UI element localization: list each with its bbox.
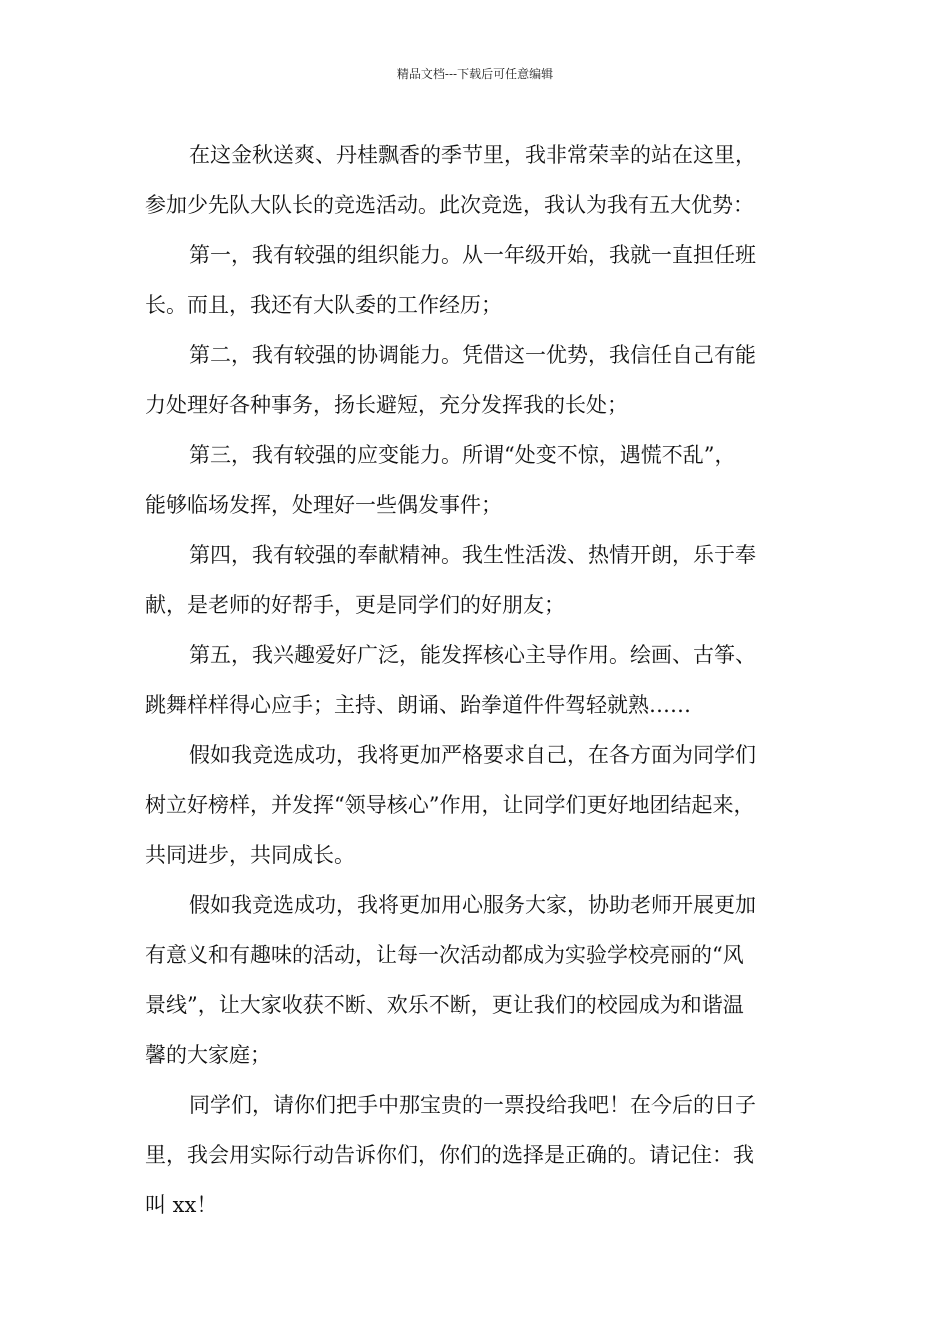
paragraph-4-line-2: 能够临场发挥，处理好一些偶发事件； xyxy=(145,493,502,517)
paragraph-7-line-2: 树立好榜样，并发挥“领导核心”作用，让同学们更好地团结起来， xyxy=(145,793,755,817)
document-body xyxy=(145,130,815,1230)
paragraph-2-line-1: 第一，我有较强的组织能力。从一年级开始，我就一直担任班 xyxy=(189,243,756,267)
paragraph-8-line-3: 景线”，让大家收获不断、欢乐不断，更让我们的校园成为和谐温 xyxy=(145,993,744,1017)
page-header: 精品文档---下载后可任意编辑 xyxy=(396,67,554,81)
paragraph-7-line-1: 假如我竞选成功，我将更加严格要求自己，在各方面为同学们 xyxy=(189,743,756,767)
paragraph-6-line-1: 第五，我兴趣爱好广泛，能发挥核心主导作用。绘画、古筝、 xyxy=(189,643,756,667)
paragraph-1-line-1: 在这金秋送爽、丹桂飘香的季节里，我非常荣幸的站在这里， xyxy=(189,143,756,167)
paragraph-8-line-4: 馨的大家庭； xyxy=(145,1043,271,1067)
paragraph-5-line-1: 第四，我有较强的奉献精神。我生性活泼、热情开朗，乐于奉 xyxy=(189,543,756,567)
paragraph-9-line-3: 叫 xx！ xyxy=(145,1193,218,1217)
paragraph-1-line-2: 参加少先队大队长的竞选活动。此次竞选，我认为我有五大优势： xyxy=(145,193,754,217)
paragraph-2-line-2: 长。而且，我还有大队委的工作经历； xyxy=(145,293,502,317)
paragraph-8-line-2: 有意义和有趣味的活动，让每一次活动都成为实验学校亮丽的“风 xyxy=(145,943,744,967)
paragraph-9-line-2: 里，我会用实际行动告诉你们，你们的选择是正确的。请记住：我 xyxy=(145,1143,754,1167)
paragraph-3-line-2: 力处理好各种事务，扬长避短，充分发挥我的长处； xyxy=(145,393,628,417)
paragraph-8-line-1: 假如我竞选成功，我将更加用心服务大家，协助老师开展更加 xyxy=(189,893,756,917)
paragraph-3-line-1: 第二，我有较强的协调能力。凭借这一优势，我信任自己有能 xyxy=(189,343,756,367)
paragraph-9-line-1: 同学们，请你们把手中那宝贵的一票投给我吧！在今后的日子 xyxy=(189,1093,756,1117)
paragraph-4-line-1: 第三，我有较强的应变能力。所谓“处变不惊，遇慌不乱”， xyxy=(189,443,736,467)
paragraph-7-line-3: 共同进步，共同成长。 xyxy=(145,843,355,867)
paragraph-5-line-2: 献，是老师的好帮手，更是同学们的好朋友； xyxy=(145,593,565,617)
paragraph-6-line-2: 跳舞样样得心应手；主持、朗诵、跆拳道件件驾轻就熟…… xyxy=(145,693,691,717)
